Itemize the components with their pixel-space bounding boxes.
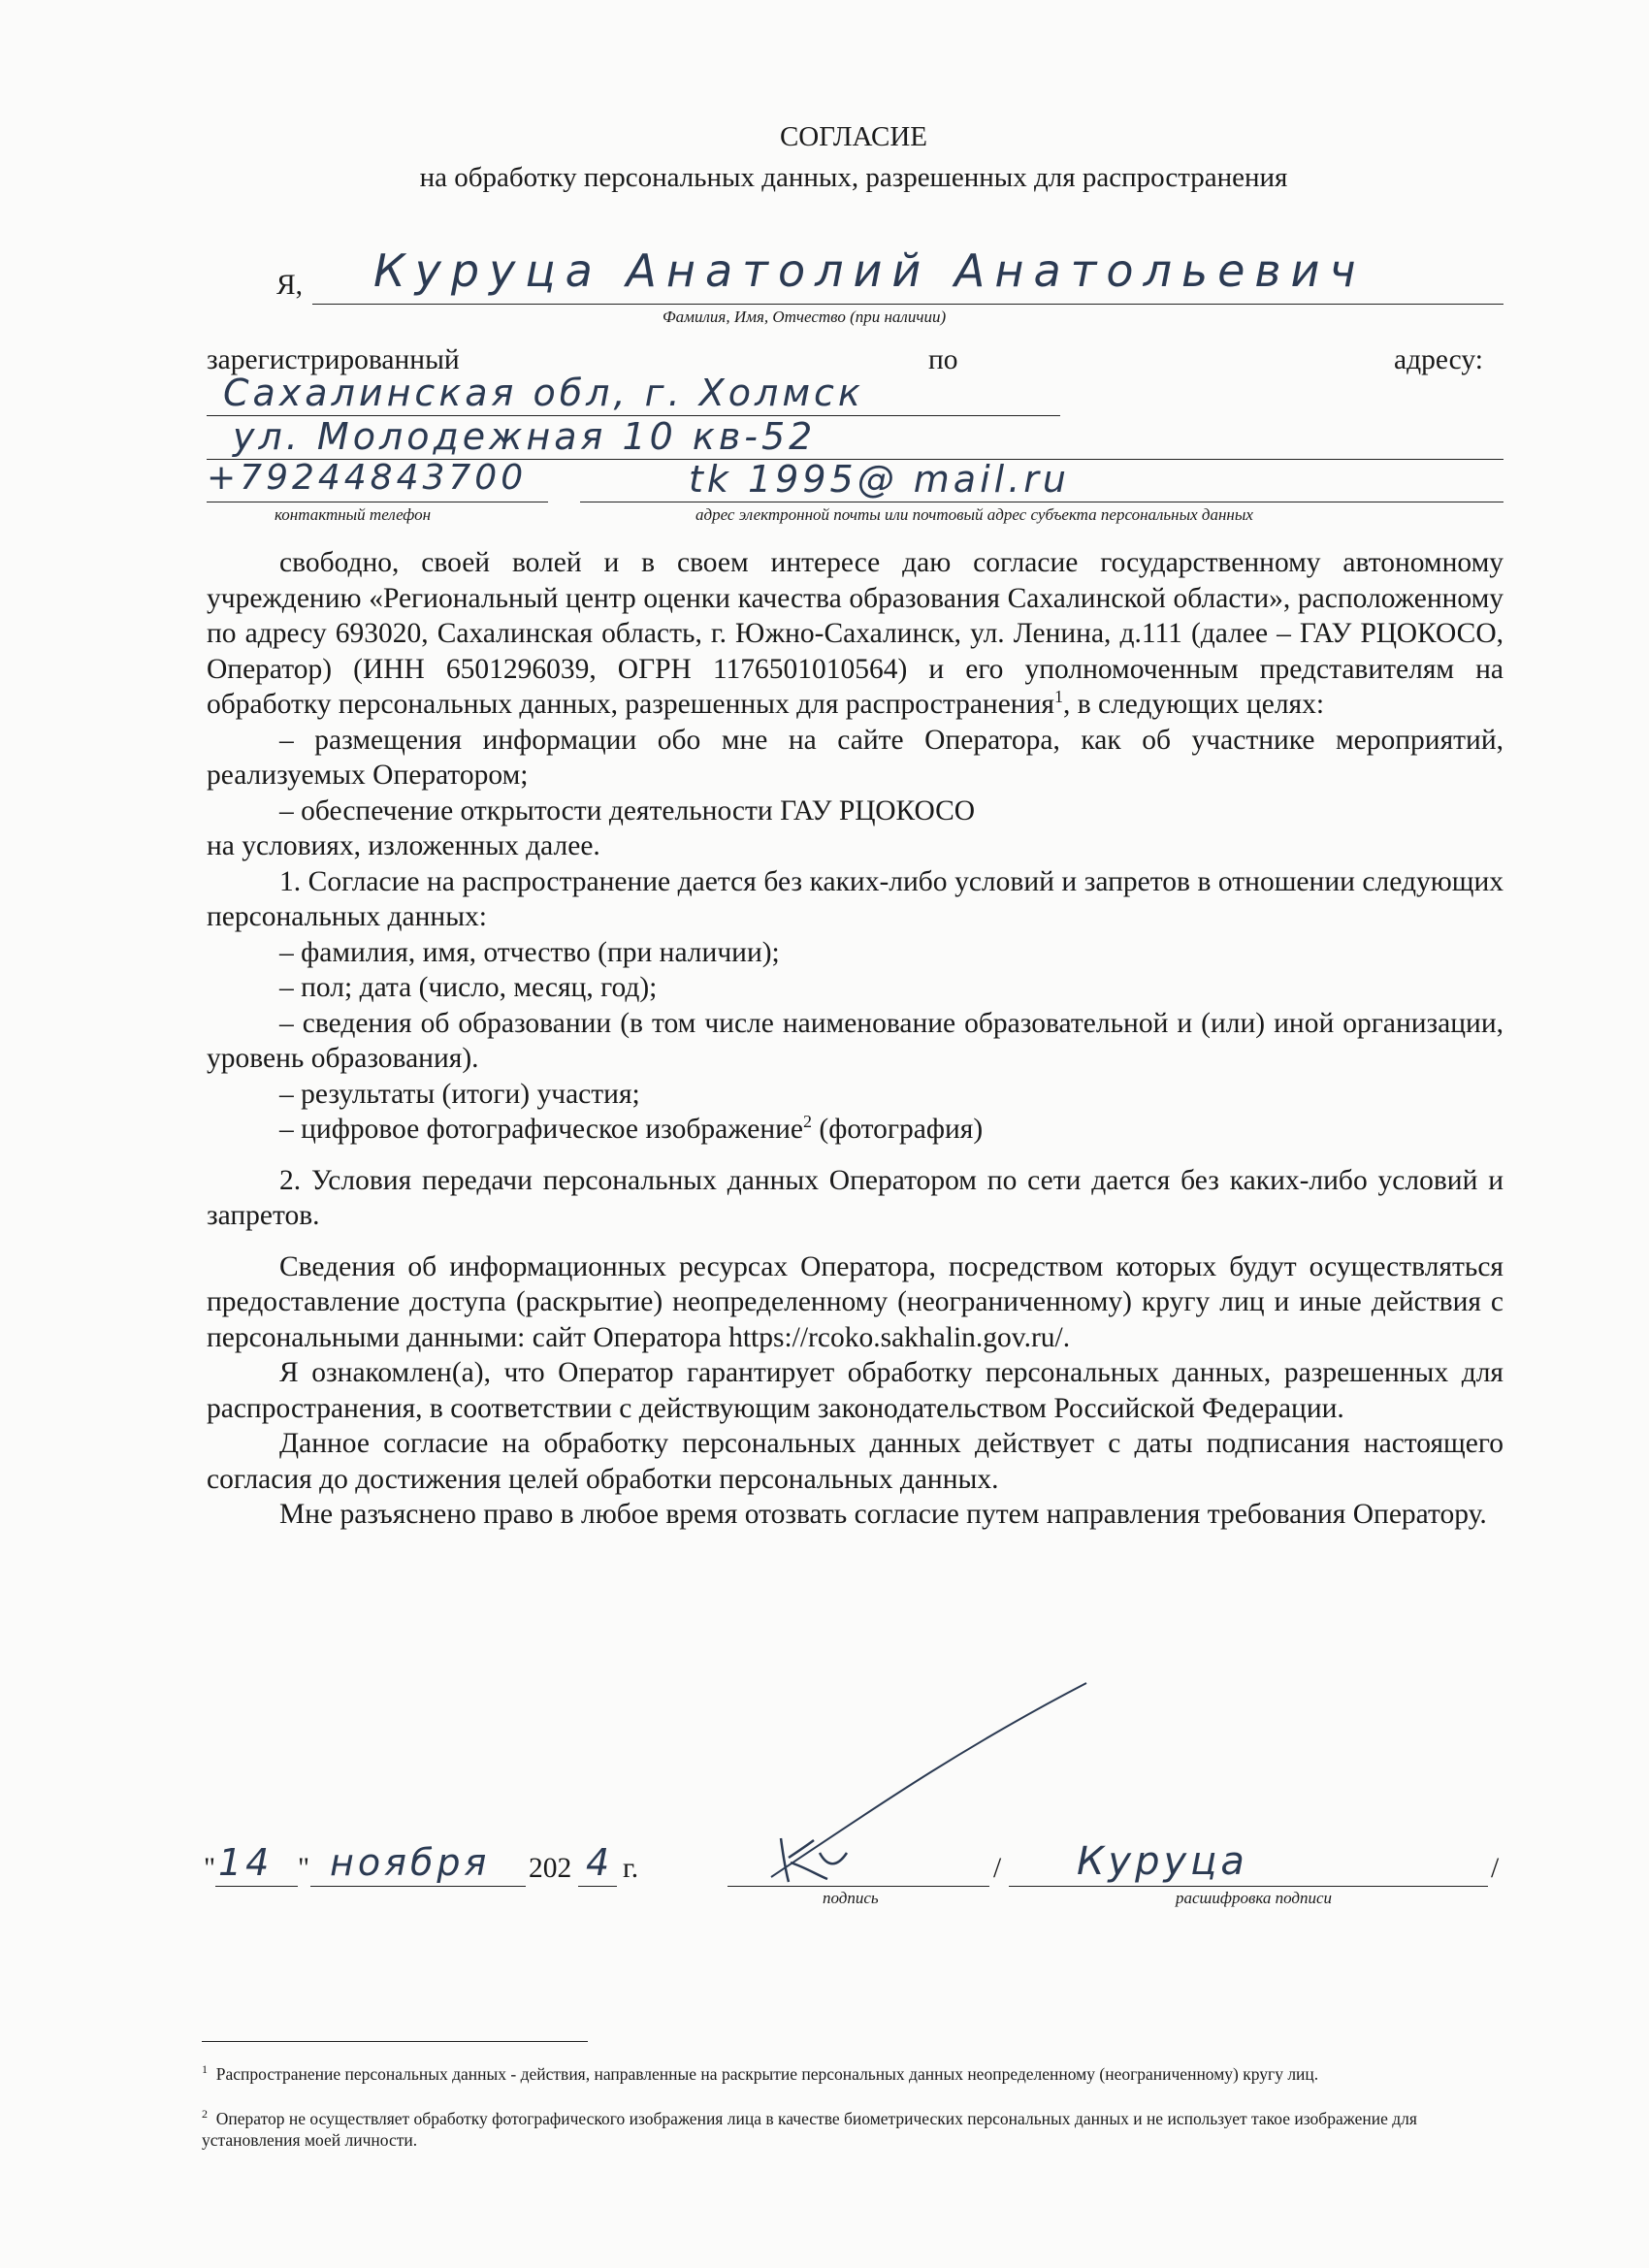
date-month-underline	[310, 1886, 526, 1887]
phone-caption: контактный телефон	[275, 505, 432, 524]
phone-handwritten: +79244843700	[207, 458, 528, 498]
footnote-ref-2: 2	[803, 1112, 812, 1132]
document-title: СОГЛАСИЕ	[779, 121, 928, 152]
signature-separator-2: /	[1491, 1853, 1500, 1884]
signature-caption: подпись	[823, 1889, 879, 1907]
data-item-5	[207, 1112, 1504, 1148]
address-line2: ул. Молодежная 10 кв-52	[233, 415, 817, 458]
date-day: 14	[218, 1841, 274, 1884]
name-handwritten: Куруца Анатолий Анатольевич	[373, 244, 1366, 297]
data-item-1: – фамилия, имя, отчество (при наличии);	[279, 936, 780, 968]
consent-paragraph	[207, 545, 1504, 723]
document-subtitle: на обработку персональных данных, разрешенных для распространения	[419, 162, 1288, 193]
registered-address-label: адресу:	[1394, 344, 1483, 375]
footnote-separator	[202, 2041, 588, 2042]
date-month: ноября	[330, 1841, 491, 1884]
date-quote-open: "	[204, 1853, 216, 1884]
registered-label: зарегистрированный	[207, 344, 460, 375]
data-item-5-text: – цифровое фотографическое изображение	[279, 1114, 803, 1145]
name-underline	[312, 304, 1504, 305]
date-year-underline	[578, 1886, 617, 1887]
consent-body	[207, 545, 1504, 1533]
data-item-5-end: (фотография)	[812, 1114, 984, 1145]
email-handwritten: tk 1995@ mail.ru	[689, 458, 1070, 501]
date-quote-close: "	[298, 1853, 310, 1884]
terms-line: на условиях, изложенных далее.	[207, 830, 600, 861]
email-caption: адрес электронной почты или почтовый адрес субъекта персональных данных	[695, 505, 1253, 524]
validity-paragraph: Данное согласие на обработку персональных данных действует с даты подписания настоящего согласия до достижения целей обработки персональных данных.	[207, 1428, 1504, 1495]
footnote-1	[202, 2058, 1492, 2085]
date-day-underline	[215, 1886, 298, 1887]
date-year-suffix: г.	[623, 1853, 639, 1884]
registered-by: по	[928, 344, 958, 375]
signature-underline	[728, 1886, 989, 1887]
consent-text: свободно, своей волей и в своем интересе даю согласие государственному автономному учреждению «Региональный центр оценки качества образования Сахалинской области», расположенному по адресу 693020, Сахалинская область, г. Южно-Сахалинск, ул. Ленина, д.111 (далее – ГАУ РЦОКОСО, Оператор) (ИНН 6501296039, ОГРН 1176501010564) и его уполномоченным представителям на обработку персональных данных, разрешенных для распространения	[207, 547, 1504, 720]
consent-text-end: , в следующих целях:	[1062, 689, 1325, 720]
clause-2: 2. Условия передачи персональных данных Оператором по сети дается без каких-либо условий и запретов.	[207, 1164, 1504, 1231]
data-item-3: – сведения об образовании (в том числе наименование образовательной и (или) иной организации, уровень образования).	[207, 1007, 1504, 1074]
date-year-prefix: 202	[529, 1853, 572, 1884]
signature-decoding: Куруца	[1077, 1839, 1248, 1884]
resources-paragraph: Сведения об информационных ресурсах Оператора, посредством которых будут осуществляться предоставление доступа (раскрытие) неопределенному (неограниченному) кругу лиц и иные действия с персональными данными: сайт Оператора https://rcoko.sakhalin.gov.ru/.	[207, 1250, 1504, 1353]
footnote-2-number: 2	[202, 2107, 208, 2121]
name-prefix: Я,	[276, 270, 304, 301]
date-year-digit: 4	[586, 1841, 614, 1884]
informed-paragraph: Я ознакомлен(а), что Оператор гарантирует обработку персональных данных, разрешенных для распространения, в соответствии с действующим законодательством Российской Федерации.	[207, 1357, 1504, 1424]
footnote-2-text: Оператор не осуществляет обработку фотографического изображения лица в качестве биометрических персональных данных и не использует такое изображение для установления моей личности.	[202, 2108, 1417, 2150]
signature-separator-1: /	[993, 1853, 1002, 1884]
decoding-caption: расшифровка подписи	[1176, 1889, 1333, 1907]
signature-scribble	[713, 1673, 1120, 1896]
data-item-4: – результаты (итоги) участия;	[279, 1078, 640, 1110]
goal-1: – размещения информации обо мне на сайте Оператора, как об участнике мероприятий, реализуемых Оператором;	[207, 724, 1504, 791]
decoding-underline	[1009, 1886, 1488, 1887]
footnote-1-text: Распространение персональных данных - действия, направленные на раскрытие персональных данных неопределенному (неограниченному) кругу лиц.	[215, 2063, 1319, 2084]
clause-1: 1. Согласие на распространение дается без каких-либо условий и запретов в отношении следующих персональных данных:	[207, 865, 1504, 932]
footnote-2	[202, 2103, 1492, 2151]
footnote-1-number: 1	[202, 2062, 208, 2076]
goal-2: – обеспечение открытости деятельности ГАУ РЦОКОСО	[279, 794, 976, 826]
name-caption: Фамилия, Имя, Отчество (при наличии)	[663, 308, 947, 326]
address-line1: Сахалинская обл, г. Холмск	[223, 372, 864, 414]
data-item-2: – пол; дата (число, месяц, год);	[279, 972, 658, 1003]
footnote-ref-1: 1	[1053, 687, 1063, 707]
revoke-paragraph: Мне разъяснено право в любое время отозвать согласие путем направления требования Оператору.	[279, 1499, 1487, 1530]
